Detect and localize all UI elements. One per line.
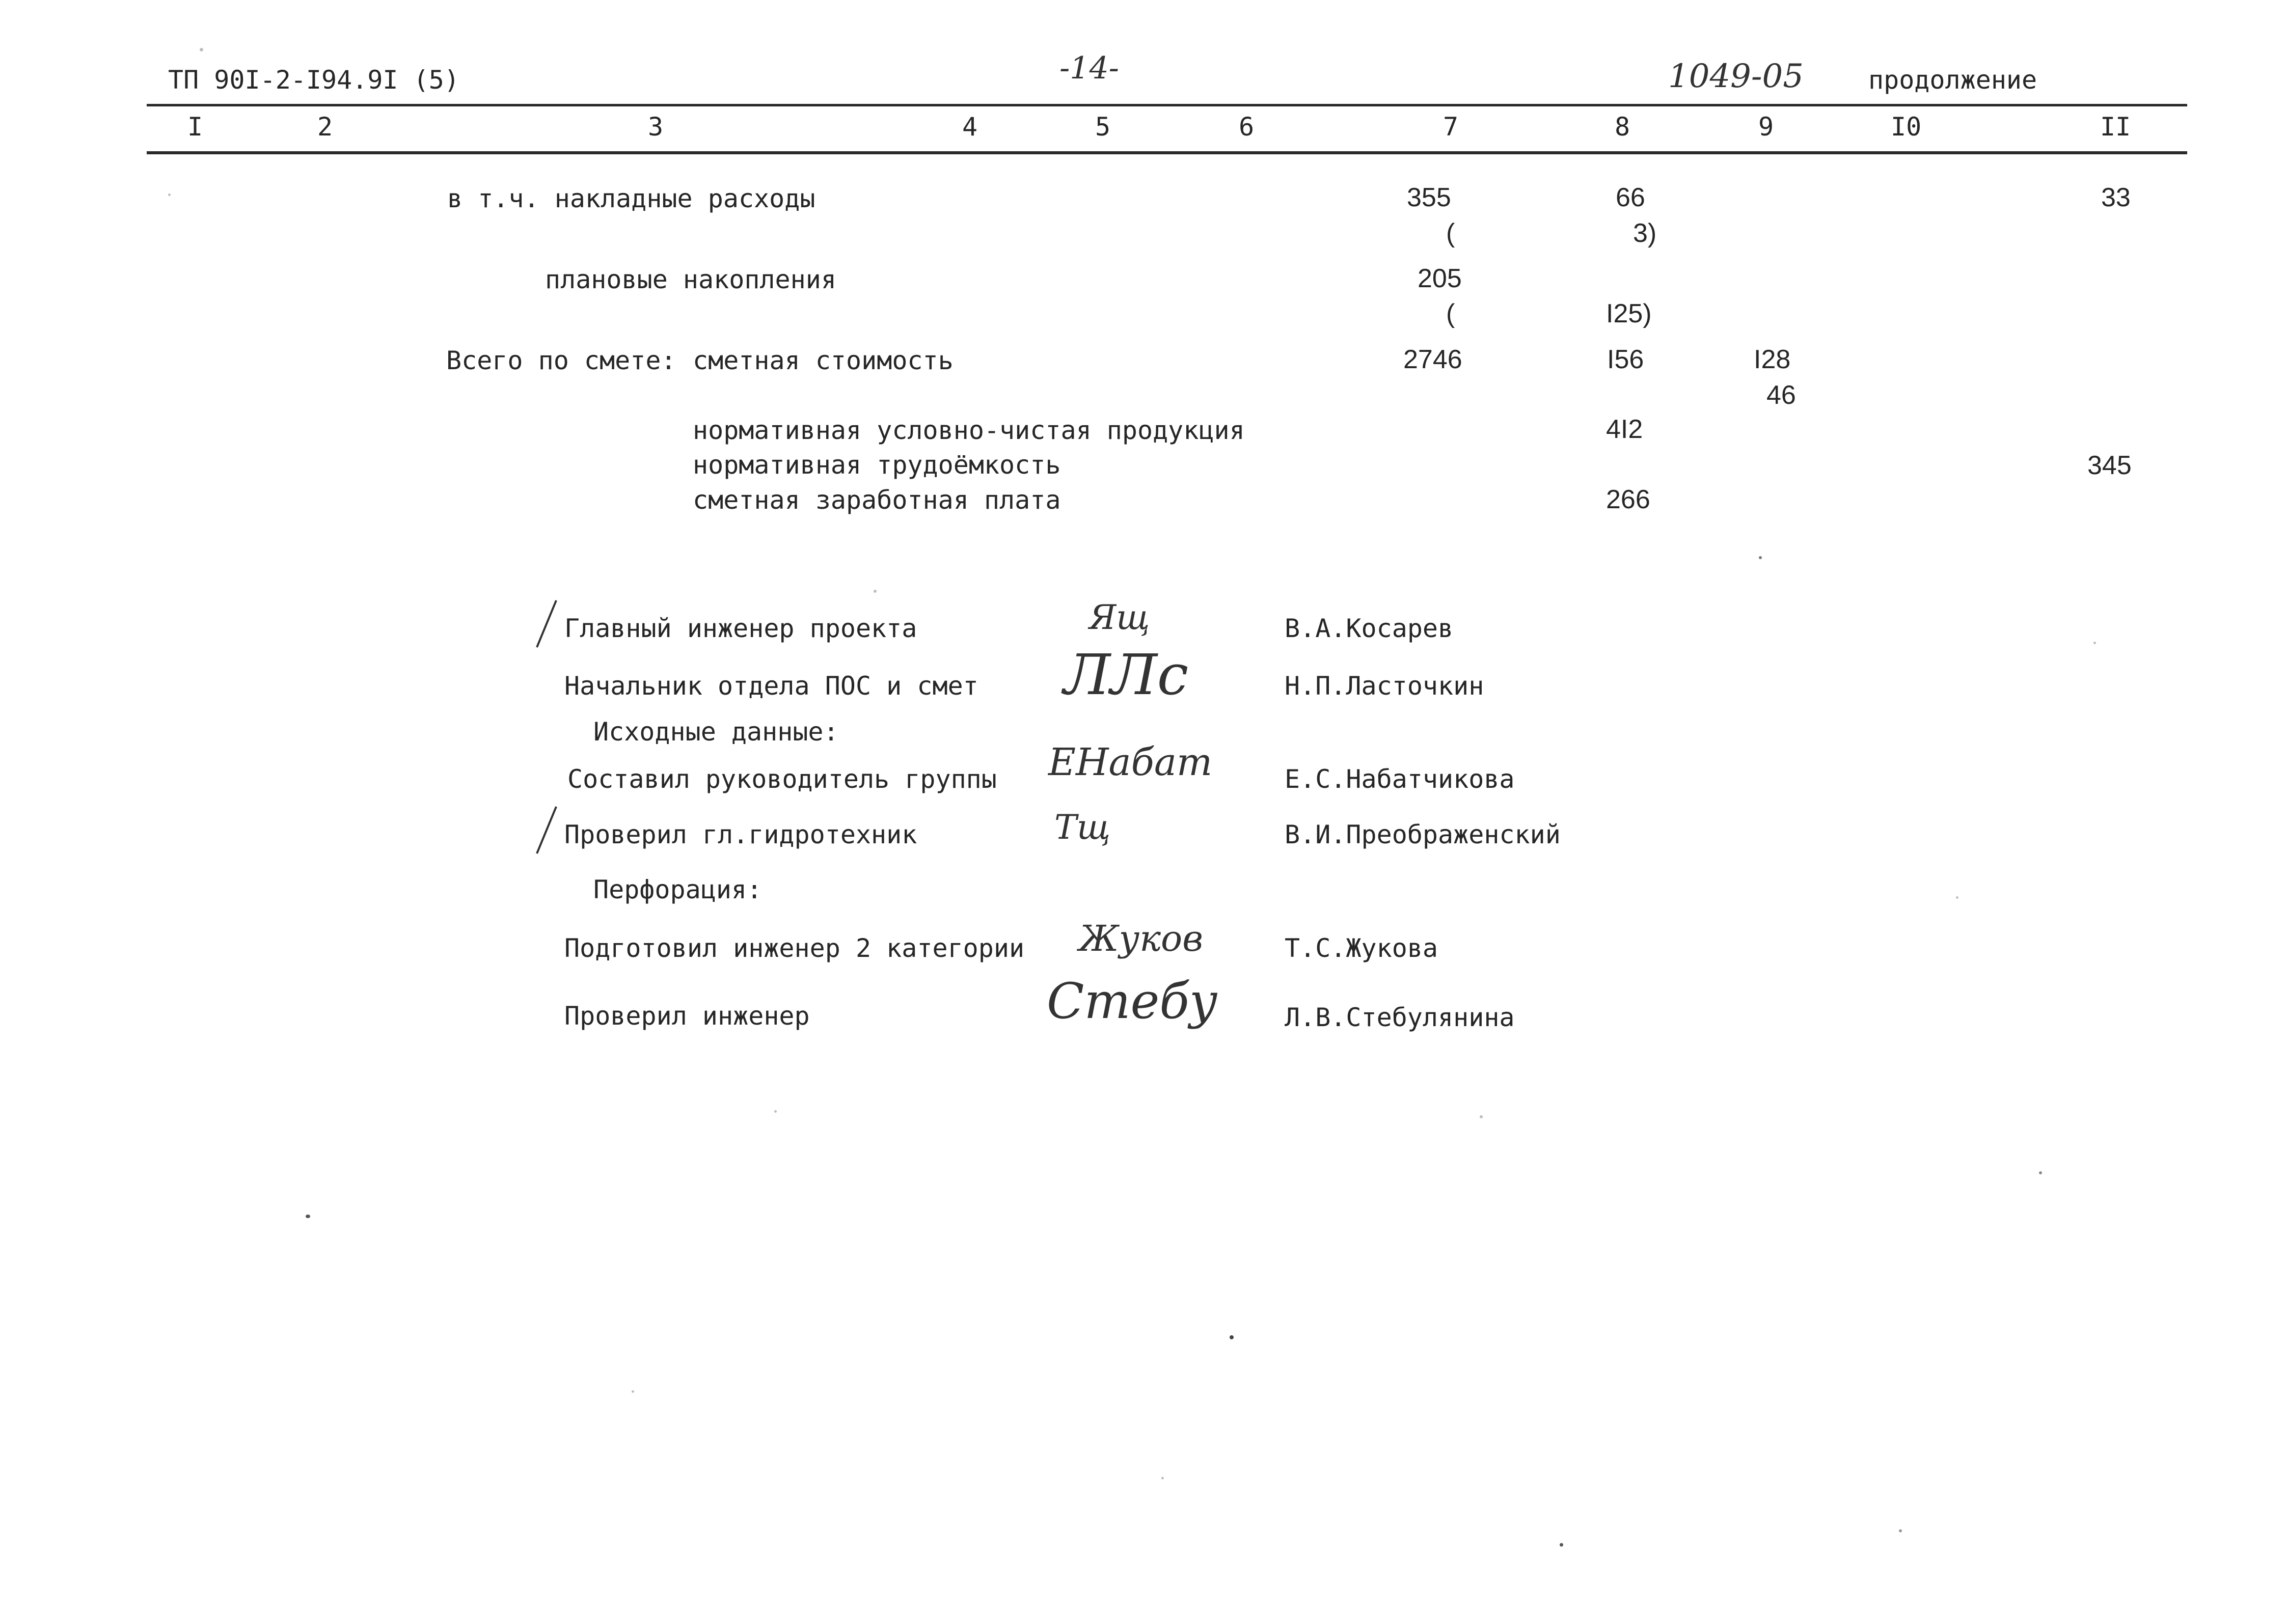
signature-department-head: ЛЛс: [1064, 642, 1189, 707]
document-number: 1049-05: [1668, 58, 1804, 95]
total-col7: 2746: [1403, 345, 1462, 374]
signatory-role-checking-engineer: Проверил инженер: [564, 1001, 810, 1031]
col-header-4: 4: [962, 112, 978, 142]
total-col9-second: 46: [1766, 380, 1796, 410]
col-header-9: 9: [1758, 112, 1774, 142]
overhead-col8-second: 3): [1633, 218, 1657, 248]
planned-col7: 205: [1418, 264, 1462, 293]
scan-speck: [2039, 1171, 2042, 1174]
labor-label: нормативная трудоёмкость: [693, 450, 1061, 480]
signature-checking-engineer: Стебу: [1047, 973, 1218, 1030]
signatory-role-chief-engineer: Главный инженер проекта: [564, 614, 917, 643]
signatory-name-department-head: Н.П.Ласточкин: [1285, 671, 1484, 701]
signatory-role-chief-hydro: Проверил гл.гидротехник: [564, 820, 917, 849]
signatory-name-chief-engineer: В.А.Косарев: [1285, 614, 1454, 643]
scan-speck: [1956, 896, 1958, 899]
scan-speck: [306, 1215, 310, 1218]
margin-slash-mark: [534, 805, 559, 856]
scan-speck: [1899, 1529, 1902, 1532]
col-header-6: 6: [1239, 112, 1255, 142]
signature-group-leader: ЕНабат: [1048, 740, 1213, 784]
scan-speck: [200, 48, 203, 51]
total-col8: I56: [1607, 345, 1644, 374]
scan-speck: [1560, 1543, 1563, 1547]
page-number: -14-: [1059, 50, 1119, 86]
signatory-role-group-leader: Составил руководитель группы: [567, 764, 997, 794]
wages-col8: 266: [1606, 485, 1650, 514]
col-header-1: I: [187, 112, 203, 142]
scan-speck: [2093, 642, 2096, 644]
col-header-7: 7: [1443, 112, 1459, 142]
signature-engineer-2cat: Жуков: [1079, 918, 1203, 959]
wages-label: сметная заработная плата: [693, 485, 1061, 515]
section-label-perforation: Перфорация:: [593, 875, 763, 904]
scan-speck: [1759, 556, 1762, 559]
scan-speck: [874, 590, 877, 593]
continuation-label: продолжение: [1868, 65, 2037, 95]
col-header-11: II: [2100, 112, 2131, 142]
scan-speck: [774, 1110, 777, 1113]
labor-col11: 345: [2087, 451, 2132, 480]
document-code: ТП 90I-2-I94.9I (5): [168, 65, 459, 95]
signatory-role-department-head: Начальник отдела ПОС и смет: [564, 671, 978, 701]
overhead-col8: 66: [1616, 183, 1645, 212]
total-prefix: Всего по смете:: [446, 346, 676, 375]
overhead-col7-paren: (: [1446, 218, 1455, 248]
signatory-name-group-leader: Е.С.Набатчикова: [1285, 764, 1515, 794]
overhead-label: в т.ч. накладные расходы: [447, 184, 815, 213]
header-bottom-rule: [147, 151, 2187, 154]
overhead-col11: 33: [2101, 183, 2131, 212]
signatory-name-checking-engineer: Л.В.Стебулянина: [1285, 1003, 1515, 1032]
planned-col8-second: I25): [1606, 299, 1652, 328]
col-header-3: 3: [648, 112, 664, 142]
scan-speck: [632, 1390, 634, 1393]
col-header-5: 5: [1095, 112, 1111, 142]
margin-slash-mark: [534, 598, 559, 649]
section-label-source-data: Исходные данные:: [593, 717, 839, 747]
col-header-2: 2: [317, 112, 333, 142]
net-production-label: нормативная условно-чистая продукция: [693, 416, 1245, 445]
scan-speck: [1161, 1477, 1164, 1479]
scan-speck: [168, 194, 171, 196]
col-header-8: 8: [1615, 112, 1630, 142]
signatory-name-engineer-2cat: Т.С.Жукова: [1285, 933, 1438, 963]
total-label: сметная стоимость: [693, 346, 954, 375]
planned-col7-paren: (: [1446, 299, 1455, 328]
signatory-role-engineer-2cat: Подготовил инженер 2 категории: [564, 933, 1025, 963]
signature-chief-engineer: Ящ: [1089, 598, 1150, 637]
col-header-10: I0: [1891, 112, 1922, 142]
net-production-col8: 4I2: [1606, 415, 1643, 444]
scan-speck: [1480, 1115, 1483, 1118]
overhead-col7: 355: [1407, 183, 1451, 212]
total-col9: I28: [1754, 345, 1791, 374]
planned-label: плановые накопления: [545, 265, 836, 294]
header-top-rule: [147, 104, 2187, 106]
signatory-name-chief-hydro: В.И.Преображенский: [1285, 820, 1561, 849]
scan-speck: [1230, 1335, 1234, 1339]
signature-chief-hydro: Тщ: [1054, 808, 1111, 847]
